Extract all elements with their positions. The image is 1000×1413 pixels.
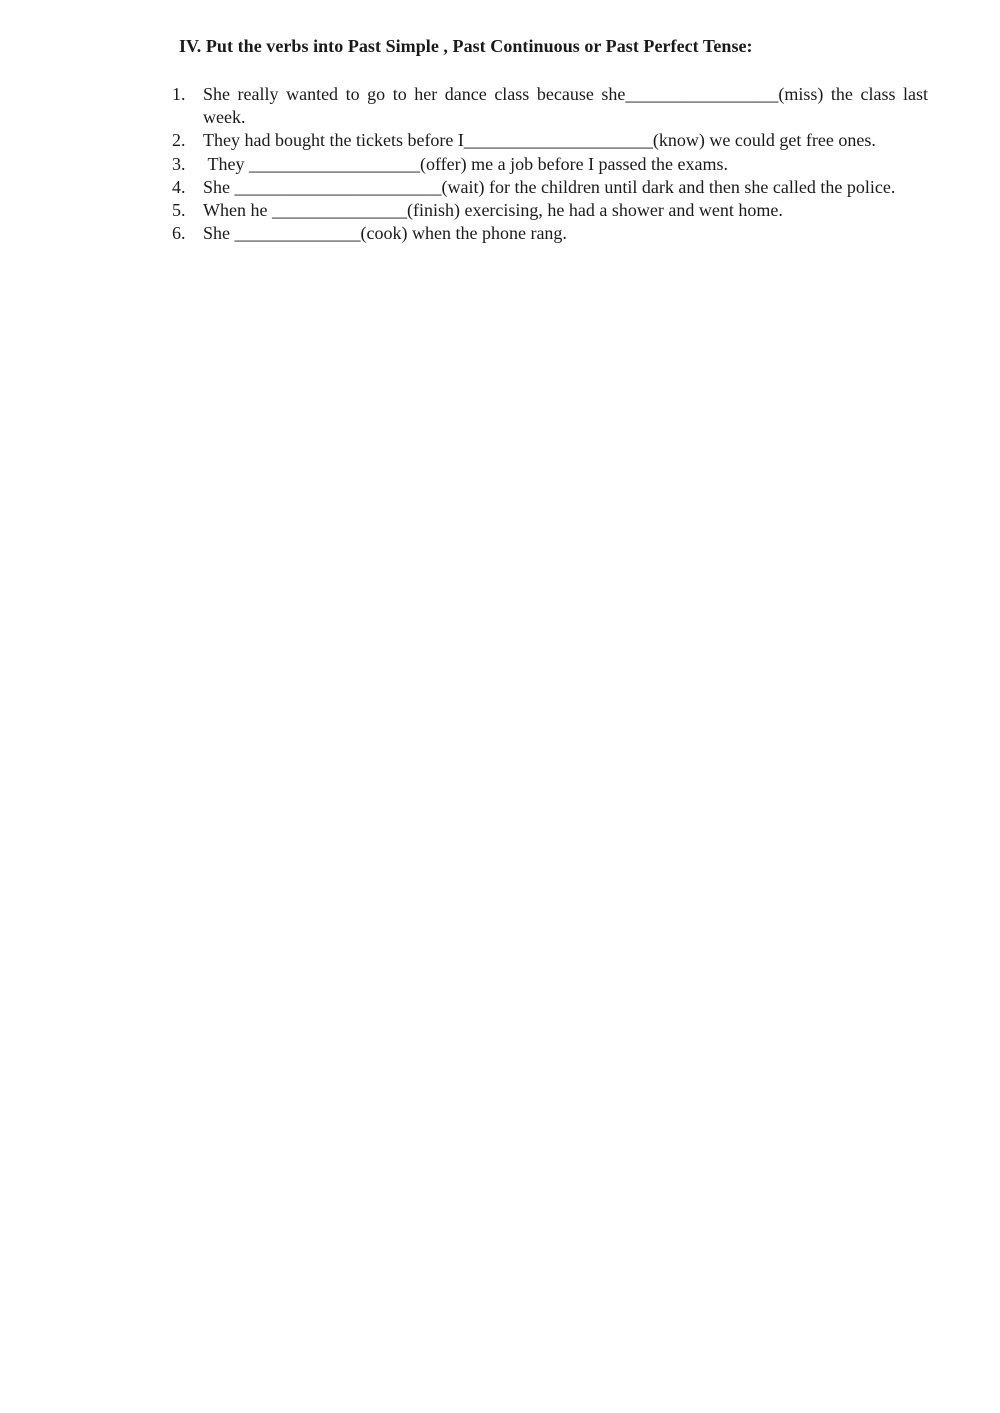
- exercise-item-5: [170, 199, 928, 222]
- item-sentence: When he _______________(finish) exercising, he had a shower and went home.: [203, 200, 783, 221]
- exercise-item-6: [170, 222, 928, 245]
- item-number: 3.: [172, 153, 186, 174]
- exercise-heading: IV. Put the verbs into Past Simple , Past Continuous or Past Perfect Tense:: [179, 36, 753, 56]
- item-number: 4.: [172, 176, 186, 197]
- exercise-item-2: [170, 129, 928, 152]
- item-sentence: She ______________(cook) when the phone rang.: [203, 223, 567, 244]
- item-number: 2.: [172, 130, 186, 151]
- item-sentence: They ___________________(offer) me a job before I passed the exams.: [203, 153, 729, 174]
- item-sentence: She _______________________(wait) for the children until dark and then she called the police.: [203, 176, 896, 197]
- item-number: 6.: [172, 223, 186, 244]
- exercise-item-3: [170, 153, 928, 176]
- exercise-list: [170, 83, 928, 245]
- exercise-item-1: [170, 83, 928, 129]
- item-number: 5.: [172, 200, 186, 221]
- item-sentence: She really wanted to go to her dance class because she_________________(miss) the class last week.: [203, 84, 928, 128]
- exercise-item-4: [170, 176, 928, 199]
- item-number: 1.: [172, 84, 186, 104]
- item-sentence: They had bought the tickets before I_____________________(know) we could get free ones.: [203, 130, 876, 151]
